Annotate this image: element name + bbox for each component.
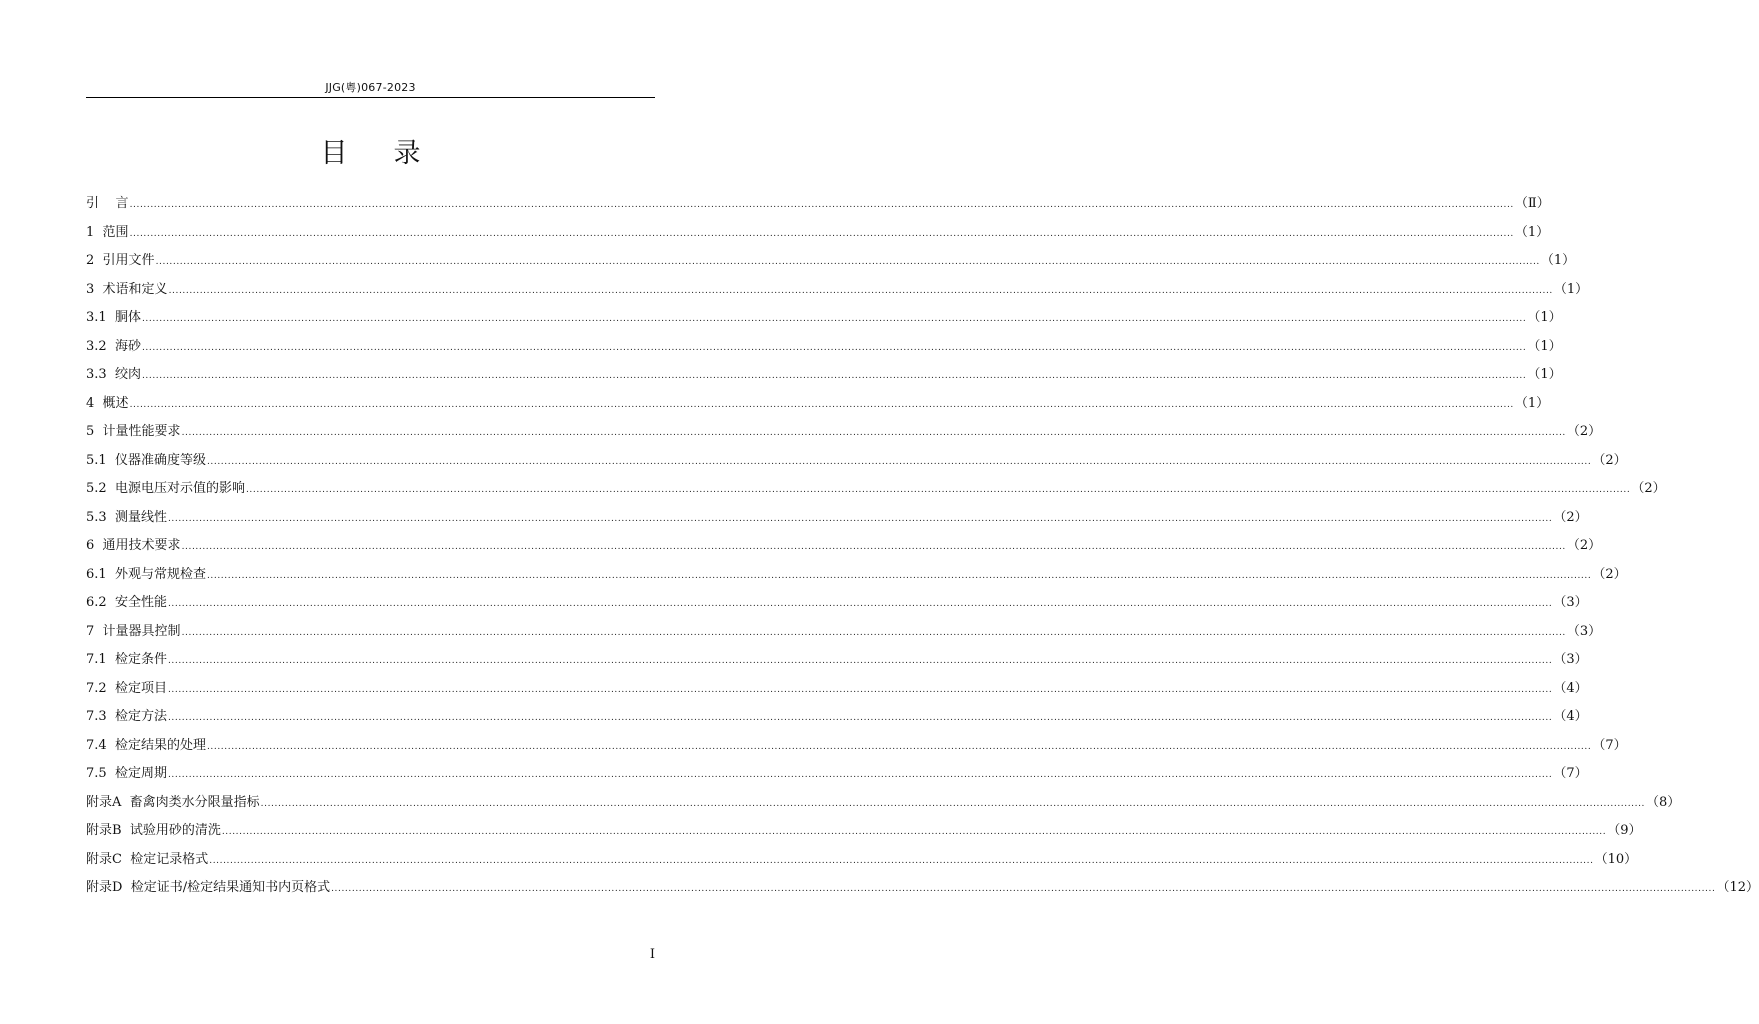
toc-entry-title: 检定条件	[114, 652, 167, 667]
toc-entry-number: 3.1	[86, 310, 107, 325]
toc-entry-page: （2）	[1631, 481, 1666, 496]
toc-dot-leader: ................................................................................................................................................................................................................................................................................................................................................................................................................	[141, 371, 1527, 381]
toc-dot-leader: ................................................................................................................................................................................................................................................................................................................................................................................................................	[221, 827, 1607, 837]
toc-entry-spacer	[94, 247, 102, 276]
toc-dot-leader: ................................................................................................................................................................................................................................................................................................................................................................................................................	[181, 627, 1566, 638]
toc-entry-page: （3）	[1553, 652, 1588, 667]
toc-entry-number: 引	[86, 196, 100, 211]
toc-entry-page: （2）	[1566, 538, 1602, 553]
toc-entry-number: 3	[86, 281, 95, 297]
toc-entry-title: 概述	[102, 395, 129, 411]
toc-entry-page: （Ⅱ）	[1514, 196, 1550, 211]
toc-entry-title: 胴体	[114, 310, 141, 325]
toc-entry-page: （1）	[1514, 395, 1550, 411]
toc-entry[interactable]	[86, 732, 1627, 761]
toc-entry-title: 检定项目	[114, 680, 167, 696]
toc-entry-title: 绞肉	[114, 367, 141, 382]
toc-entry[interactable]	[86, 447, 1627, 476]
toc-dot-leader: ................................................................................................................................................................................................................................................................................................................................................................................................................	[129, 200, 1514, 210]
toc-entry-title: 试验用砂的清洗	[129, 823, 221, 838]
toc-entry-title: 检定方法	[114, 709, 167, 724]
toc-entry-spacer	[94, 618, 102, 647]
toc-entry-title: 海砂	[114, 338, 141, 354]
toc-entry-spacer	[94, 418, 102, 447]
toc-entry[interactable]	[86, 646, 1588, 675]
toc-entry[interactable]	[86, 760, 1588, 789]
toc-entry-title: 仪器准确度等级	[114, 452, 206, 468]
toc-entry[interactable]	[86, 675, 1588, 704]
toc-entry-title: 检定周期	[114, 766, 167, 781]
toc-entry-number: 7.5	[86, 766, 107, 781]
toc-entry[interactable]	[86, 475, 1666, 504]
toc-dot-leader: ................................................................................................................................................................................................................................................................................................................................................................................................................	[209, 855, 1594, 866]
toc-entry[interactable]	[86, 390, 1550, 419]
toc-entry-spacer	[122, 846, 130, 875]
toc-dot-leader: ................................................................................................................................................................................................................................................................................................................................................................................................................	[245, 485, 1631, 495]
toc-entry-title: 言	[115, 196, 129, 211]
page-number: I	[649, 947, 655, 962]
toc-entry-page: （2）	[1566, 424, 1602, 439]
toc-entry-title: 测量线性	[114, 509, 167, 525]
toc-entry-number: 3.3	[86, 367, 107, 382]
toc-entry-page: （12）	[1716, 880, 1759, 895]
toc-entry-spacer	[94, 390, 102, 419]
toc-dot-leader: ................................................................................................................................................................................................................................................................................................................................................................................................................	[141, 314, 1527, 324]
toc-entry-title: 计量性能要求	[102, 424, 181, 439]
toc-entry-page: （9）	[1607, 823, 1642, 838]
toc-entry-page: （3）	[1553, 595, 1588, 610]
toc-entry-spacer	[107, 760, 115, 789]
toc-entry-page: （4）	[1553, 680, 1588, 696]
toc-entry-spacer	[107, 646, 115, 675]
toc-entry-number: 附录A	[86, 794, 122, 810]
toc-entry-spacer	[94, 219, 102, 248]
toc-dot-leader: ................................................................................................................................................................................................................................................................................................................................................................................................................	[206, 456, 1592, 467]
toc-dot-leader: ................................................................................................................................................................................................................................................................................................................................................................................................................	[168, 285, 1553, 296]
toc-entry-number: 7.4	[86, 737, 107, 753]
toc-entry-spacer	[107, 304, 115, 333]
toc-entry-spacer	[107, 561, 115, 590]
toc-entry-page: （2）	[1553, 509, 1588, 525]
toc-dot-leader: ................................................................................................................................................................................................................................................................................................................................................................................................................	[206, 570, 1592, 581]
toc-entry-title: 引用文件	[102, 253, 155, 268]
toc-dot-leader: ................................................................................................................................................................................................................................................................................................................................................................................................................	[167, 684, 1553, 695]
toc-entry-page: （1）	[1527, 338, 1562, 354]
toc-entry-number: 7	[86, 623, 95, 639]
toc-entry-page: （1）	[1540, 253, 1576, 268]
toc-entry[interactable]	[86, 276, 1589, 305]
toc-entry-spacer	[107, 504, 115, 533]
toc-entry-title: 计量器具控制	[102, 623, 181, 639]
toc-entry-page: （7）	[1592, 737, 1627, 753]
toc-entry-title: 安全性能	[114, 595, 167, 610]
toc-entry-number: 5.1	[86, 452, 107, 468]
toc-entry-number: 3.2	[86, 338, 107, 354]
toc-entry-title: 范围	[102, 224, 129, 240]
toc-entry-spacer	[107, 703, 115, 732]
toc-entry-spacer	[94, 276, 102, 305]
toc-entry-page: （4）	[1553, 709, 1588, 724]
toc-entry[interactable]	[86, 846, 1638, 875]
toc-entry-page: （1）	[1553, 281, 1589, 297]
toc-entry-page: （2）	[1592, 452, 1627, 468]
toc-entry[interactable]	[86, 219, 1550, 248]
toc-entry[interactable]	[86, 247, 1576, 276]
toc-entry-page: （7）	[1553, 766, 1588, 781]
toc-entry[interactable]	[86, 333, 1562, 362]
toc-entry-title: 畜禽肉类水分限量指标	[129, 794, 260, 810]
toc-dot-leader: ................................................................................................................................................................................................................................................................................................................................................................................................................	[260, 798, 1646, 809]
toc-entry-spacer	[107, 475, 115, 504]
toc-entry-spacer	[99, 190, 116, 219]
toc-entry-page: （8）	[1646, 794, 1681, 810]
toc-dot-leader: ................................................................................................................................................................................................................................................................................................................................................................................................................	[181, 542, 1566, 552]
page-title: 目录	[320, 138, 467, 169]
toc-entry[interactable]	[86, 618, 1602, 647]
toc-entry[interactable]	[86, 504, 1588, 533]
toc-entry-title: 电源电压对示值的影响	[114, 481, 245, 496]
toc-entry[interactable]	[86, 589, 1588, 618]
toc-entry[interactable]	[86, 190, 1550, 219]
toc-dot-leader: ................................................................................................................................................................................................................................................................................................................................................................................................................	[141, 342, 1527, 353]
toc-entry-page: （2）	[1592, 566, 1627, 582]
toc-entry-page: （3）	[1566, 623, 1602, 639]
toc-entry-number: 5.3	[86, 509, 107, 525]
toc-entry-number: 附录C	[86, 851, 122, 867]
toc-entry-title: 外观与常规检查	[114, 566, 206, 582]
toc-entry-number: 附录B	[86, 823, 122, 838]
toc-entry-spacer	[107, 447, 115, 476]
toc-entry[interactable]	[86, 817, 1642, 846]
toc-entry-spacer	[107, 333, 115, 362]
toc-dot-leader: ................................................................................................................................................................................................................................................................................................................................................................................................................	[155, 257, 1540, 267]
toc-entry-title: 通用技术要求	[102, 538, 181, 553]
toc-entry-title: 检定结果的处理	[114, 737, 206, 753]
toc-dot-leader: ................................................................................................................................................................................................................................................................................................................................................................................................................	[167, 770, 1553, 780]
toc-entry[interactable]	[86, 789, 1681, 818]
toc-entry-page: （1）	[1527, 310, 1562, 325]
toc-entry[interactable]	[86, 561, 1627, 590]
toc-entry-spacer	[122, 817, 130, 846]
toc-entry[interactable]	[86, 361, 1562, 390]
toc-entry-spacer	[107, 675, 115, 704]
toc-entry-spacer	[107, 589, 115, 618]
toc-dot-leader: ................................................................................................................................................................................................................................................................................................................................................................................................................	[206, 741, 1592, 752]
toc-entry-spacer	[94, 532, 102, 561]
toc-dot-leader: ................................................................................................................................................................................................................................................................................................................................................................................................................	[167, 599, 1553, 609]
toc-entry-number: 7.1	[86, 652, 107, 667]
toc-entry[interactable]	[86, 874, 1759, 903]
toc-entry-spacer	[107, 361, 115, 390]
toc-dot-leader: ................................................................................................................................................................................................................................................................................................................................................................................................................	[129, 399, 1514, 410]
toc-entry-title: 术语和定义	[102, 281, 168, 297]
toc-entry-spacer	[107, 732, 115, 761]
toc-entry-number: 5	[86, 424, 95, 439]
table-of-contents	[86, 190, 1759, 903]
toc-entry-spacer	[122, 874, 130, 903]
toc-entry-page: （1）	[1527, 367, 1562, 382]
toc-entry-title: 检定记录格式	[130, 851, 209, 867]
toc-entry-page: （10）	[1594, 851, 1638, 867]
header-divider	[86, 97, 655, 98]
toc-entry-number: 7.2	[86, 680, 107, 696]
toc-entry-number: 6.2	[86, 595, 107, 610]
toc-dot-leader: ................................................................................................................................................................................................................................................................................................................................................................................................................	[167, 656, 1553, 666]
toc-entry[interactable]	[86, 703, 1588, 732]
toc-entry[interactable]	[86, 418, 1602, 447]
toc-dot-leader: ................................................................................................................................................................................................................................................................................................................................................................................................................	[167, 713, 1553, 723]
toc-dot-leader: ................................................................................................................................................................................................................................................................................................................................................................................................................	[129, 228, 1514, 239]
toc-entry-number: 附录D	[86, 880, 123, 895]
toc-entry-title: 检定证书/检定结果通知书内页格式	[130, 880, 331, 895]
toc-dot-leader: ................................................................................................................................................................................................................................................................................................................................................................................................................	[167, 513, 1553, 524]
toc-entry-number: 2	[86, 253, 95, 268]
toc-entry-number: 7.3	[86, 709, 107, 724]
toc-entry[interactable]	[86, 532, 1602, 561]
toc-entry-page: （1）	[1514, 224, 1550, 240]
toc-dot-leader: ................................................................................................................................................................................................................................................................................................................................................................................................................	[181, 428, 1566, 438]
toc-entry-number: 6.1	[86, 566, 107, 582]
toc-entry-number: 6	[86, 538, 95, 553]
toc-entry[interactable]	[86, 304, 1562, 333]
document-code-header: JJG(粤)067-2023	[325, 81, 416, 94]
toc-entry-number: 4	[86, 395, 95, 411]
toc-entry-number: 5.2	[86, 481, 107, 496]
toc-dot-leader: ................................................................................................................................................................................................................................................................................................................................................................................................................	[331, 884, 1716, 894]
toc-entry-spacer	[121, 789, 129, 818]
toc-entry-number: 1	[86, 224, 95, 240]
